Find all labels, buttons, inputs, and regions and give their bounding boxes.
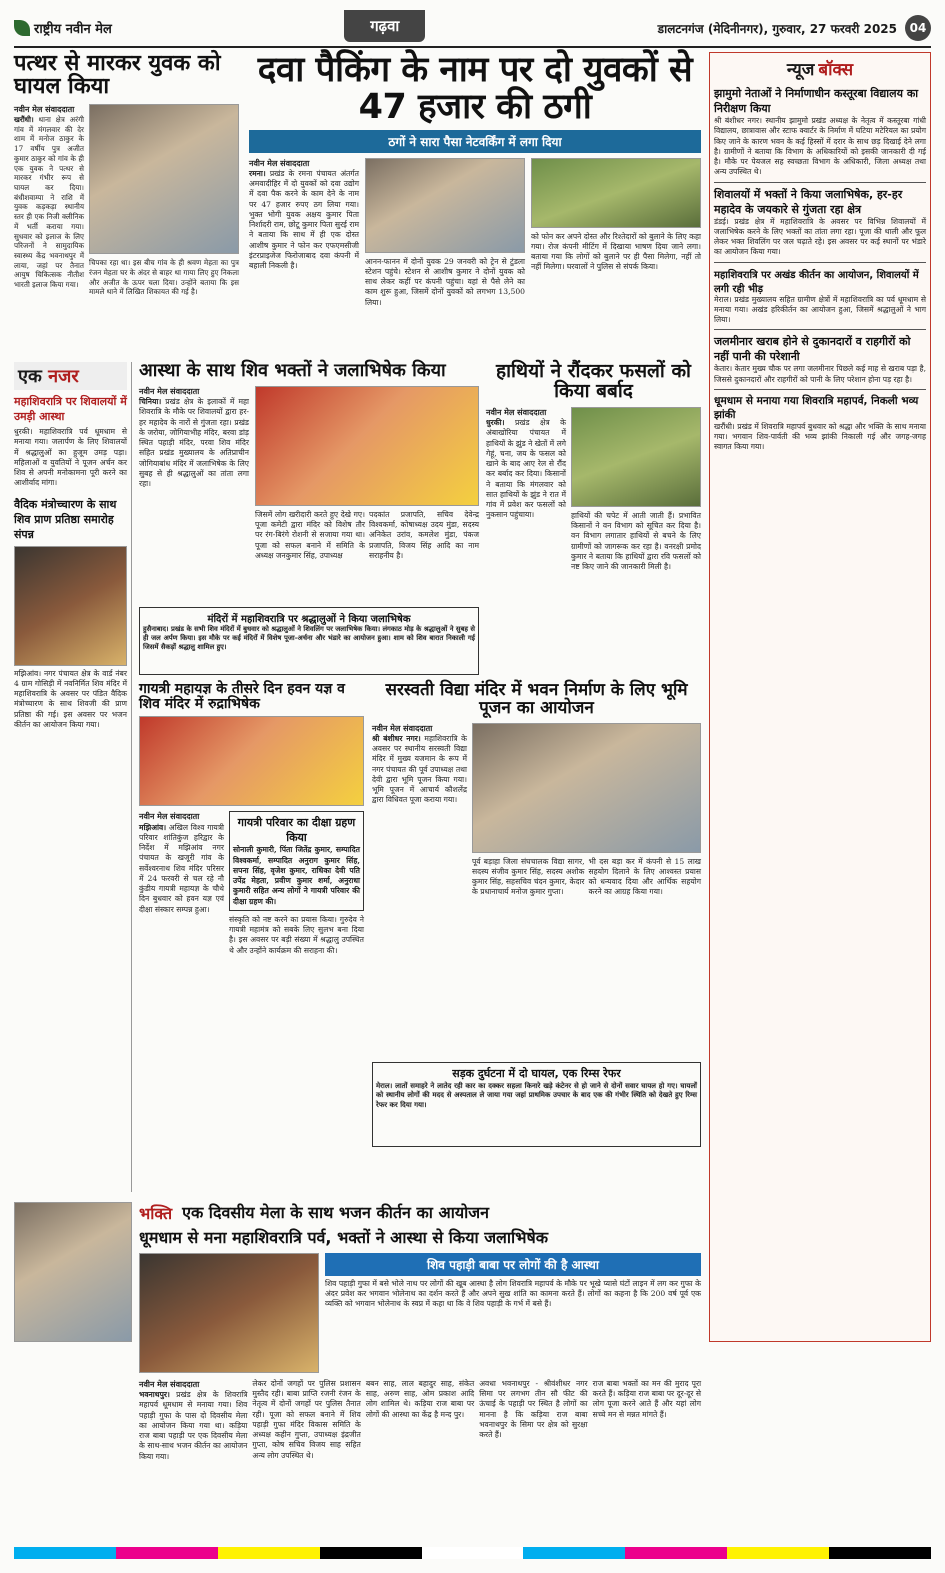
article-accident[interactable] — [372, 1062, 701, 1147]
headline-accident: सड़क दुर्घटना में दो घायल, एक रिम्स रेफर — [452, 1067, 621, 1080]
box-headline: मंदिरों में महाशिवरात्रि पर श्रद्धालुओं ने किया जलाभिषेक — [207, 614, 411, 625]
section-tab[interactable]: गढ़वा — [344, 10, 425, 42]
photo-injured-youth — [89, 104, 239, 254]
headline-stone-attack: पत्थर से मारकर युवक को घायल किया — [14, 51, 221, 100]
article-text-cont: भी दस बड़ा कर में कंपनी से 15 लाख सहयोग दिलाने के लिए आश्वस्त प्रयास को धन्यवाद दिया और आर्थिक सहयोग करने का आग्रह किया गया। — [588, 856, 701, 897]
lead-text-1: प्रखंड के रमना पंचायत अंतर्गत अमवादीहिर में दो युवकों को दवा उद्योग में दवा पैक करने के काम देने के नाम पर 47 हजार रुपए ठग लिया गया। भुक्त भोगी युवक अक्षय कुमार पिता निर्शादरी राम, छोटू कुमार पिता सुरई राम ने बताया कि साथ में ही एक दोस्त आशीष कुमार ने फोन कर एफएमसीजी इंटरप्राइजेज फिरोजाबाद दवा कंपनी में बहाली निकली है। — [249, 168, 359, 270]
article-text-cont: अवधा भवनाथपुर - श्रीवंशीधर नगर सिमा पर लगभग तीन सौ फीट की ऊंचाई के पहाड़ी पर स्थित है लोगों का मानना है कि कड़िया राज बाबा भवनाथपुर के सिमा पर क्षेत्र को सुरक्षा करते हैं। — [479, 1378, 588, 1440]
news-item-text: खरौंधी। प्रखंड में शिवरात्रि महापर्व बुधवार को श्रद्धा और भक्ति के साथ मनाया गया। भगवान शिव-पार्वती की भव्य झांकी निकाली गई और जगह-जगह स्वागत किया गया। — [714, 421, 926, 452]
byline: नवीन मेल संवाददाता — [139, 1378, 200, 1389]
page-number: 04 — [905, 15, 931, 41]
box-mandir[interactable] — [139, 607, 479, 675]
article-text: थाना क्षेत्र अरंगी गांव में मंगलवार की देर शाम में मनोज ठाकुर के 17 वर्षीय पुत्र अजीत कुमार ठाकुर को गांव के ही एक युवक ने पत्थर से मारकर गंभीर रूप से घायल कर दिया। बंधीशवाम्पा ने राशि में युवक कड़कड़ा स्थानीय स्तर ही एक निजी क्लीनिक में भर्ती कराया गया। सुधवार को इलाज के लिए परिजनों ने सामुदायिक स्वास्थ्य केंद्र भवनाथपुर में लाया, जहां पर तैनात आयुष चिकित्सक नीतीश भारती इलाज किया गया। — [14, 114, 84, 290]
byline: नवीन मेल संवाददाता — [486, 406, 547, 417]
headline-jalabhishek: आस्था के साथ शिव भक्तों ने जलाभिषेक किया — [139, 360, 446, 381]
article-text: प्रखंड क्षेत्र के इलाकों में महा शिवरात्रि के मौके पर शिवालयों द्वारा हर-हर महादेव के नारों से गुंजता रहा। प्रखंड के जरोया, जोगियाभीह मंदिर, बरवा डांड़ स्थित पहाड़ी मंदिर, परवा शिव मंदिर सहित प्रखंड मुख्यालय के अतिप्राचीन जोगियाबांध मंदिर में जलाभिषेक के लिए सुबह से ही श्रद्धालुओं का तांता लगा रहा। — [139, 397, 249, 489]
article-text: अखिल विश्व गायत्री परिवार शांतिकुंज हरिद्वार के निर्देश में मझिआंव नगर पंचायत के खजूरी गांव के सर्वेश्वरनाथ शिव मंदिर परिसर में 24 फरवरी से चल रहे नौ कुंडीय गायत्री महायज्ञ के चौथे दिन बुधवार को हवन यज्ञ एवं दीक्षा संस्कार सम्पन्न हुआ। — [139, 822, 224, 914]
article-saraswati[interactable] — [372, 682, 701, 1052]
color-registration-bar — [14, 1547, 931, 1559]
news-item-text: श्री बंशीधर नगर। स्थानीय झामुमो प्रखंड अध्यक्ष के नेतृत्व में कस्तूरबा गांधी विद्यालय, छात्रावास और स्टाफ क्वार्टर के निर्माण में घटिया मटेरियल का प्रयोग किए जाने के कारण भवन के कई हिस्सों में दरार के साथ छड़ दिखाई देने लगा है। ग्रामीणों ने बताया कि विभाग के अधिकारियों को इसकी जानकारी दी गई है। मौके पर पेयजल सह स्वच्छता विभाग के अधिकारी, जिला अध्यक्ष तथा अन्य उपस्थित थे। — [714, 116, 926, 177]
dateline-place: भवनाथपुर। — [139, 1390, 170, 1400]
article-text: प्रखंड क्षेत्र के शिवरात्रि महापर्व धूमधाम से मनाया गया। शिव पहाड़ी गुफा के पास दो दिवसीय मेला का आयोजन किया गया था। कड़िया राज बाबा पहाड़ी पर एक दिवसीय मेला के साथ-साथ भजन कीर्तन का आयोजन किया गया। — [139, 1390, 248, 1461]
article-text: प्रखंड क्षेत्र के अंबाखोरिया पंचायत में हाथियों के झुंड ने खेतों में लगे गेहूं, चना, जय के फसल को खाने के बाद आए रेल से रौंद कर बर्बाद कर दिया। किसानों ने बताया कि मंगलवार को सात हाथियों के झुंड ने रात में गांव में प्रवेश कर फसलों को नुकसान पहुंचाया। — [486, 418, 566, 520]
article-gayatri[interactable] — [139, 682, 364, 1192]
article-text: महाशिवरात्रि के अवसर पर स्थानीय सरस्वती विद्या मंदिर में मुख्य यजमान के रूप में नगर पंचायत की पूर्व उपाध्यक्ष तथा देवी द्वारा भूमि पूजन किया गया। भूमि पूजन में आचार्य कौशलेंद्र द्वारा विधिवत पूजा कराया गया। — [372, 733, 467, 805]
bhakti-label: भक्ति — [139, 1204, 173, 1223]
article-text-cont: पूर्व बड़ाहा जिला संघचालक विद्या सागर, सदस्य संजीव कुमार सिंह, सदस्य अशोक कुमार सिंह, सहसचिव चंदन कुमार, केदार के प्रधानाचार्य मनोज कुमार गुप्ता। — [472, 856, 585, 897]
headline-mela: एक दिवसीय मेला के साथ भजन कीर्तन का आयोजन — [182, 1202, 489, 1222]
news-item-text: केतार। केतार मुख्य चौक पर लगा जलमीनार पिछले कई माह से खराब पड़ा है, जिससे दुकानदारों और राहगीरों को पानी के लिए परेशान होना पड़ रहा है। — [714, 364, 926, 384]
news-item-headline[interactable]: जलमीनार खराब होने से दुकानदारों व राहगीरों को नहीं पानी की परेशानी — [714, 335, 911, 364]
article-text-cont: हाथियों की चपेट में आती जाती हैं। प्रभावित किसानों ने वन विभाग को सूचित कर दिया है। वन विभाग लगातार हाथियों से बचने के लिए ग्रामीणों को जागरूक कर रहा है। वनरक्षी प्रमोद कुमार ने बताया कि हाथियों द्वारा रवि फसलों को नष्ट किए जाने की जानकारी मिली है। — [571, 510, 701, 572]
photo-damaged-crop — [571, 407, 701, 507]
dateline — [658, 15, 931, 41]
lead-headline: दवा पैकिंग के नाम पर दो युवकों से 47 हजार की ठगी — [257, 50, 693, 127]
news-box — [709, 52, 931, 1342]
ek-nazar-label-1: एक — [18, 366, 42, 387]
article-bhakti[interactable] — [139, 1202, 701, 1542]
sub-text: शिव पहाड़ी गुफा में बसे भोले नाथ पर लोगों की खूब आस्था है लोग शिवरात्रि महापर्व के मौके पर भूखे प्यासे घंटों लाइन में लग कर गुफा के अंदर प्रवेश कर भगवान भोलेनाथ का दर्शन करते हैं और अपने सुख शांति का कामना करते हैं। लोगों का कहना है कि 200 वर्ष पूर्व एक व्यक्ति को भगवान भोलेनाथ के स्वप्न में कहा था कि वे शिव पहाड़ी के गर्भ में बसे हैं। — [325, 1278, 701, 1309]
photo-devotees — [14, 1202, 132, 1342]
news-item-headline[interactable]: शिवालयों में भक्तों ने किया जलाभिषेक, हर-हर महादेव के जयकारे से गुंजता रहा क्षेत्र — [714, 187, 903, 216]
date-text: डालटनगंज (मेदिनीनगर), गुरुवार, 27 फरवरी 2025 — [657, 21, 897, 36]
logo-leaf-icon — [14, 20, 30, 36]
inset-headline: गायत्री परिवार का दीक्षा ग्रहण किया — [237, 816, 356, 845]
headline-gayatri: गायत्री महायज्ञ के तीसरे दिन हवन यज्ञ व शिव मंदिर में रुद्राभिषेक — [139, 681, 345, 712]
headline-saraswati: सरस्वती विद्या मंदिर में भवन निर्माण के लिए भूमि पूजन का आयोजन — [385, 680, 688, 718]
ek-nazar-column — [14, 362, 132, 1192]
lead-text-3: को फोन कर अपने दोस्त और रिश्तेदारों को बुलाने के लिए कहा गया। रोज कंपनी मीटिंग में दिखाया भाषण दिया जाने लगा। बताया गया कि लोगों को बुलाने पर ही पैसा मिलेगा, नहीं तो नहीं मिलेगा। घरवालों ने पुलिस से संपर्क किया। — [531, 231, 701, 272]
dateline-place: श्री बंशीधर नगर। — [372, 733, 421, 743]
news-item-headline[interactable]: धूमधाम से मनाया गया शिवरात्रि महापर्व, निकली भव्य झांकी — [714, 394, 919, 421]
photo-village — [531, 158, 701, 228]
news-box-title-1: न्यूज — [786, 60, 815, 80]
ek-nazar-headline[interactable]: वैदिक मंत्रोच्चारण के साथ शिव प्राण प्रतिष्ठा समारोह संपन्न — [14, 497, 117, 541]
article-elephants[interactable] — [486, 362, 701, 642]
news-item-text: मेराल। प्रखंड मुख्यालय सहित ग्रामीण क्षेत्रों में महाशिवरात्रि का पर्व धूमधाम से मनाया गया। अखंड हरिकीर्तन का आयोजन हुआ, जिसमें श्रद्धालुओं ने भाग लिया। — [714, 294, 926, 324]
article-text-cont: लेकर दोनों जगहों पर पुलिस प्रशासन मुस्तैद रही। बाबा प्राप्ति रजनी रंजन के नेतृत्व में दोनों जगहों पर पुलिस तैनात रही। पूजा को सफल बनाने में शिव पहाड़ी गुफा मंदिर विकास समिति के अध्यक्ष कहीन गुप्ता, उपाध्यक्ष इंद्रजीत गुप्ता, कोष सचिव विजय साह सहित अन्य लोग उपस्थित थे। — [252, 1378, 361, 1460]
news-box-title-2: बॉक्स — [818, 60, 854, 80]
article-text-cont: राज बाबा भक्तों का मन की मुराद पूरा करते हैं। कड़िया राज बाबा पर दूर-दूर से लोग पूजा करने आते हैं और यहां लोग सच्चे मन से मन्नत मांगते हैं। — [592, 1378, 702, 1419]
byline: नवीन मेल संवाददाता — [139, 385, 200, 396]
news-box-title — [714, 57, 926, 80]
paper-logo[interactable] — [14, 19, 112, 37]
photo-victims — [365, 158, 525, 253]
dateline-place: धुरकी। — [486, 418, 505, 428]
inset-box — [229, 811, 364, 911]
byline: नवीन मेल संवाददाता — [139, 811, 200, 822]
ek-nazar-label — [14, 362, 127, 390]
inset-text: सोनाली कुमारी, पिंता जितेंद्र कुमार, सम्पादित विश्वकर्मा, सम्पादित अनुराग कुमार सिंह, सपना सिंह, वृजेश कुमार, राधिका देवी पति उपेंद्र मेहता, प्रवीण कुमार शर्मा, अनुराधा कुमारी सहित अन्य लोगों ने गायत्री परिवार की दीक्षा ग्रहण की। — [233, 845, 360, 906]
headline-elephants: हाथियों ने रौंदकर फसलों को किया बर्बाद — [496, 360, 691, 402]
news-item-text: डंडई। प्रखंड क्षेत्र में महाशिवरात्रि के अवसर पर विभिन्न शिवालयों में जलाभिषेक करने के लिए भक्तों का तांता लगा रहा। पूजा की थाली और फूल लेकर भक्त शिवलिंग पर जल चढ़ाते रहे। इस अवसर पर कई स्थानों पर भंडारे का आयोजन किया गया। — [714, 216, 926, 257]
box-text: हुसैनाबाद। प्रखंड के सभी शिव मंदिरों में बुधवार को श्रद्धालुओं ने शिवलिंग पर जलाभिषेक किया। लंगकाठ मोड़ के श्रद्धालुओं ने सुबह से ही जल अर्पण किया। इस मौके पर कई मंदिरों में विशेष पूजा-अर्चना और भंडारे का आयोजन हुआ। शाम को शिव बारात निकाली गई जिसमें सैकड़ों श्रद्धालु शामिल हुए। — [143, 625, 475, 652]
masthead — [14, 10, 931, 48]
lead-strap: ठगों ने सारा पैसा नेटवर्किंग में लगा दिया — [249, 130, 701, 153]
photo-bhoomi-pujan — [472, 723, 701, 853]
photo-temple-crowd — [255, 386, 479, 506]
news-item-headline[interactable]: महाशिवरात्रि पर अखंड कीर्तन का आयोजन, शिवालयों में लगी रही भीड़ — [714, 269, 919, 295]
article-text-cont: संस्कृति को नष्ट करने का प्रयास किया। गुरुदेव ने गायत्री महामंत्र को सबके लिए सुलभ बना दिया है। इस अवसर पर बड़ी संख्या में श्रद्धालु उपस्थित थे और उन्होंने कार्यक्रम की सराहना की। — [229, 914, 364, 955]
photo-shivling — [14, 546, 127, 666]
dateline-place: रमना। — [249, 168, 266, 178]
article-stone-attack[interactable] — [14, 52, 239, 352]
lead-article[interactable] — [249, 52, 701, 352]
article-text: मेराल। लातों समाहरे ने लातेद रही कार का दक्कर सहला किनारे खड़े कंटेनर से हो जाने से दोनों सवार घायल हो गए। घायलों को स्थानीय लोगों की मदद से अस्पताल ले जाया गया जहां प्राथमिक उपचार के बाद एक की गंभीर स्थिति को देखते हुए रिम्स रेफर कर दिया गया। — [376, 1081, 697, 1109]
article-text-cont: जिसमें लोग खरीदारी करते हुए देखे गए। पूजा कमेटी द्वारा मंदिर को विशेष तौर पर रंग-बिरंगे रोशनी से सजाया गया था। पूजा को सफल बनाने में समिति के अध्यक्ष जनकुमार सिंह, उपाध्यक्ष — [255, 509, 365, 560]
ek-nazar-headline[interactable]: महाशिवरात्रि पर शिवालयों में उमड़ी आस्था — [14, 395, 127, 423]
ek-nazar-text: धुरकी। महाशिवरात्रि पर्व धूमधाम से मनाया गया। जलार्पण के लिए शिवालयों में श्रद्धालुओं का हुजूम उमड़ पड़ा। महिलाओं व युवतियों ने पूजन अर्चन कर शिव से अपनी मनोकामना पूरी करने का आशीर्वाद मांगा। — [14, 427, 127, 488]
byline: नवीन मेल संवाददाता — [372, 722, 433, 733]
dateline-place: चिनिया। — [139, 397, 162, 407]
byline: नवीन मेल संवाददाता — [249, 157, 310, 168]
headline-shivratri: धूमधाम से मना महाशिवरात्रि पर्व, भक्तों ने आस्था से किया जलाभिषेक — [139, 1228, 548, 1247]
sub-banner: शिव पहाड़ी बाबा पर लोगों की है आस्था — [325, 1253, 701, 1276]
article-text-cont: पदकांत प्रजापति, सचिव देवेन्द्र विश्वकर्मा, कोषाध्यक्ष उदय मुंडा, सदस्य अनिकेत उरांव, कमलेश मुंडा, पंकज प्रजापति, विजय सिंह आदि का नाम सराहनीय है। — [369, 509, 479, 560]
news-item-headline[interactable]: झामुमो नेताओं ने निर्माणाधीन कस्तूरबा विद्यालय का निरीक्षण किया — [714, 87, 919, 115]
photo-cave-pilgrims — [139, 1253, 319, 1373]
article-text-cont: बबन साह, लाल बहादुर साह, संकेत साह, अरुण साह, ओम प्रकाश आदि लोग शामिल थे। कड़िया राज बाबा पर लोगों की आस्था का केंद्र है मन्द पुर। — [365, 1378, 475, 1419]
photo-havan — [139, 716, 364, 806]
article-jalabhishek[interactable] — [139, 362, 479, 602]
lead-text-2: आनन-फानन में दोनों युवक 29 जनवरी को ट्रेन से टुंडला स्टेशन पहुंचे। स्टेशन से आशीष कुमार ने दोनों युवक को साथ लेकर कहीं पर कंपनी पहुंचा। वहां से पैसे लेने का काम शुरू हुआ, जिसमें दोनों युवकों को लगभग 13,500 लिया। — [365, 256, 525, 307]
dateline-place: मझिआंव। — [139, 822, 167, 832]
dateline-place: खरौंधी। — [14, 114, 34, 124]
ek-nazar-text: मझिआंव। नगर पंचायत क्षेत्र के वार्ड नंबर 4 ग्राम गोसिड़ी में नवनिर्मित शिव मंदिर में महाशिवरात्रि के अवसर पर पंडित वैदिक मंत्रोच्चारण के साथ शिवजी की प्राण प्रतिष्ठा की गई। इस अवसर पर भजन कीर्तन का आयोजन किया गया। — [14, 668, 127, 729]
logo-text: राष्ट्रीय नवीन मेल — [34, 22, 112, 37]
article-text-cont: चिपका रहा था। इस बीच गांव के ही श्रवण मेहता का पुत्र रंजन मेहता घर के अंदर से बाहर था गाया लिए हुए निकला और अजीत के ऊपर चला दिया। उन्होंने बताया कि इस मामले थाने में लिखित शिकायत की गई है। — [89, 258, 239, 297]
ek-nazar-label-2: नजर — [48, 366, 79, 387]
byline: नवीन मेल संवाददाता — [14, 104, 75, 115]
